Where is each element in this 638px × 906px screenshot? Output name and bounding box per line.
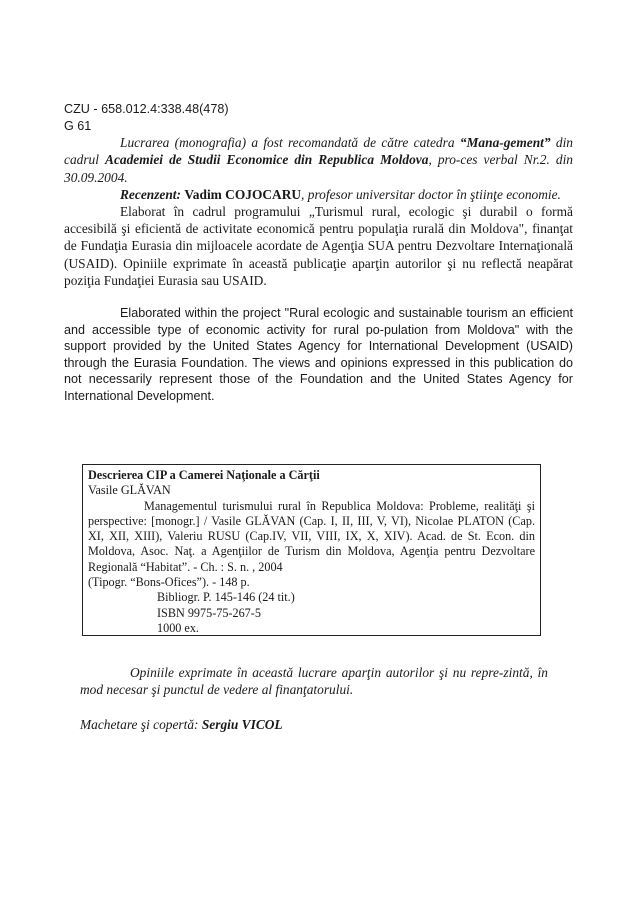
recommendation-text-prefix: Lucrarea (monografia) a fost recomandată de către catedra (120, 135, 460, 151)
czu-code: CZU - 658.012.4:338.48(478) (64, 102, 229, 116)
academy-name: Academiei de Studii Economice din Republica Moldova (105, 152, 429, 168)
cip-bibliography: Bibliogr. P. 145-146 (24 tit.) (157, 590, 295, 605)
cip-heading: Descrierea CIP a Camerei Naţionale a Cărţii (88, 468, 320, 482)
project-ro-paragraph: Elaborat în cadrul programului „Turismul rural, ecologic şi durabil o formă accesibilă şi eficientă de activitate economică pentru populaţia rurală din Moldova", finanţat de Fundaţia Eurasia din mijloacele acordate de Agenţia SUA pentru Dezvoltare Internaţională (USAID). Opiniile exprimate în această publicaţie aparţin autorilor şi nu reflectă neapărat poziţia Fundaţiei Eurasia sau USAID. (64, 204, 573, 288)
disclaimer-text: Opiniile exprimate în această lucrare aparţin autorilor şi nu repre-zintă, în mod necesar şi punctul de vedere al finanţatorului. (80, 665, 548, 698)
recommendation-text-middle: din cadrul (64, 135, 573, 168)
cip-author: Vasile GLĂVAN (88, 483, 171, 498)
cip-description: Managementul turismului rural în Republica Moldova: Probleme, realităţi şi perspective: [monogr.] / Vasile GLĂVAN (Cap. I, II, III, V, VI), Nicolae PLATON (Cap. XI, XII, XIII), Valeriu RUSU (Cap.IV, VII, VIII, IX, X, XIV). Acad. de St. Econ. din Moldova, Asoc. Naţ. a Agenţiilor de Turism din Moldova, Agenţia pentru Dezvoltare Regională “Habitat”. - Ch. : S. n. , 2004 (88, 498, 535, 574)
layout-credit (80, 716, 548, 733)
disclaimer-block (80, 664, 548, 698)
reviewer-paragraph (64, 186, 573, 203)
department-name: “Mana-gement” (459, 135, 551, 151)
reviewer-label: Recenzent: (120, 186, 181, 202)
paragraph-gap (64, 289, 573, 305)
layout-credit-label: Machetare şi copertă: (80, 717, 199, 732)
cip-isbn: ISBN 9975-75-267-5 (157, 605, 261, 620)
reviewer-title: , profesor universitar doctor în ştiinţe economie. (301, 186, 561, 202)
reviewer-name: Vadim COJOCARU (184, 186, 302, 202)
layout-credit-name: Sergiu VICOL (201, 717, 283, 732)
cip-box (82, 464, 541, 636)
cip-printer: (Tipogr. “Bons-Ofices”). - 148 p. (88, 575, 250, 590)
cip-copies: 1000 ex. (157, 620, 199, 635)
recommendation-text-suffix: , pro-ces verbal Nr.2. din 30.09.2004. (64, 152, 573, 185)
project-en-paragraph: Elaborated within the project "Rural ecologic and sustainable tourism an efficient and accessible type of economic activity for rural po-pulation from Moldova" with the support provided by the United States Agency for International Development (USAID) through the Eurasia Foundation. The views and opinions expressed in this publication do not necessarily represent those of the Foundation and the United States Agency for International Development. (64, 306, 573, 403)
layout-credit-line (80, 716, 548, 733)
recommendation-paragraph (64, 134, 573, 186)
page-body (64, 101, 573, 405)
classification-code: G 61 (64, 118, 92, 133)
